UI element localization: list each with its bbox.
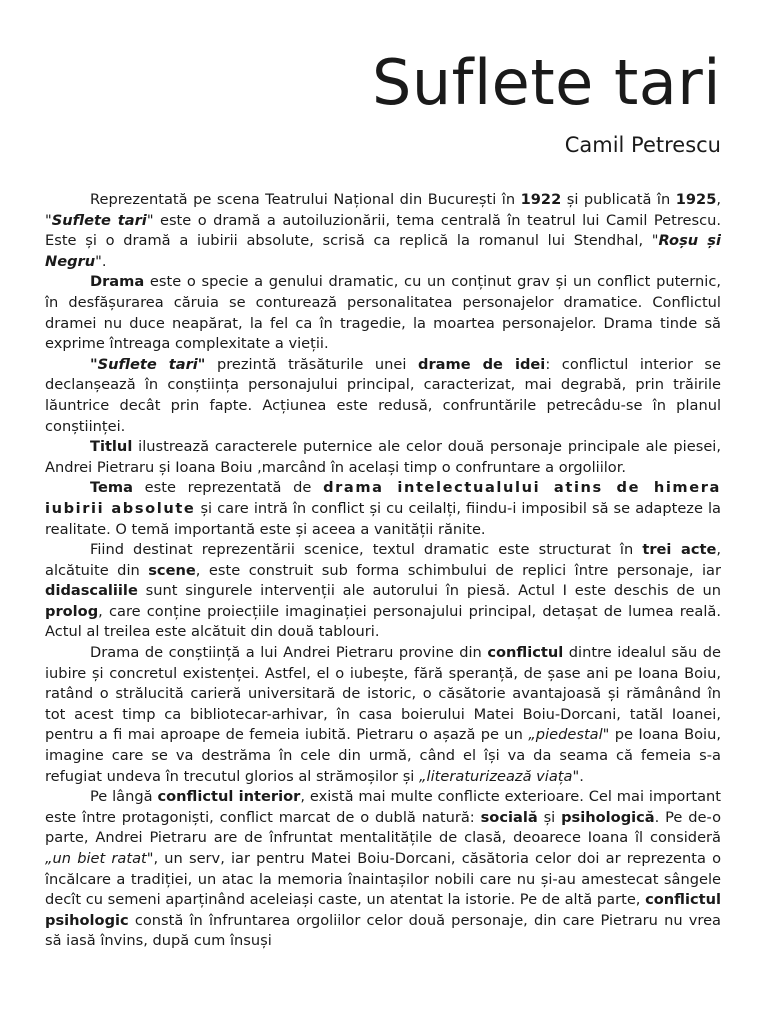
paragraph-text: , care conține proiecțiile imaginației personajului principal, detașat de lumea reală. Actul al treilea este alcătuit din două tablouri. [45, 602, 721, 641]
paragraph-text: conflictul [487, 644, 564, 662]
paragraph-text: "Suflete tari" [90, 355, 206, 373]
paragraph-text: ". [95, 252, 107, 270]
paragraph-text: . Pe de-o parte, Andrei Pietraru are de înfruntat mentalitățile de clasă, deoarece Ioana îl consideră [45, 808, 721, 847]
paragraph-text: este reprezentată de [132, 479, 324, 497]
paragraph-text: 1925 [675, 191, 717, 208]
paragraph-text: Fiind destinat reprezentării scenice, textul dramatic este structurat în [90, 541, 643, 559]
paragraph-text: constă în înfruntarea orgoliilor celor două personaje, din care Pietraru nu vrea să iasă învins, după cum însuși [45, 911, 721, 950]
paragraph-text: este o specie a genului dramatic, cu un conținut grav și un conflict puternic, în desfășurarea căruia se conturează personalitatea personajelor dramatice. Conflictul dramei nu duce neapărat, la fel ca în tragedie, la moartea personajelor. Drama tinde să exprime întreaga complexitate a vieții. [45, 273, 721, 353]
paragraph-text: prezintă trăsăturile unei [205, 355, 419, 373]
paragraph [45, 190, 721, 272]
paragraph-text: conflictul interior [157, 788, 301, 806]
paragraph-text: „un biet ratat" [45, 850, 154, 867]
paragraph [45, 437, 721, 478]
paragraph [45, 643, 721, 787]
paragraph-text: , este construit sub forma schimbului de replici între personaje, iar [195, 561, 721, 579]
paragraph-text: 1922 [520, 191, 562, 208]
paragraph [45, 540, 721, 643]
paragraph-text: Reprezentată pe scena Teatrului Național din București în [90, 191, 521, 208]
paragraph-text: „piedestal" [528, 726, 610, 744]
paragraph-text: prolog [45, 602, 99, 620]
paragraph-text: scene [148, 561, 196, 579]
paragraph-text: socială [480, 808, 538, 826]
paragraph [45, 355, 721, 437]
paragraph-text: pe Ioana Boiu, imagine care se va destrăma în cele din urmă, când el își va da seama că femeia s-a refugiat undeva în trecutul glorios al strămoșilor și [45, 726, 721, 785]
paragraph-text: și [537, 808, 562, 826]
paragraph-text: : conflictul interior se declanșează în conștiința personajului principal, caracterizat, mai degrabă, prin trăirile lăuntrice decât prin fapte. Acțiunea este redusă, confruntările petrecâdu-se în planul conștiinței. [45, 355, 721, 435]
paragraph-text: Titlul [90, 438, 133, 456]
paragraph-text: drama intelectualului atins de himera iubirii absolute [45, 479, 721, 517]
paragraph-text: ilustrează caracterele puternice ale celor două personaje principale ale piesei, Andrei Pietraru și Ioana Boiu ,marcând în același timp o confruntare a orgoliilor. [45, 438, 721, 476]
paragraph-text: dintre idealul său de iubire și concretul existenței. Astfel, el o iubește, fără speranță, de șase ani pe Ioana Boiu, ratând o strălucită carieră universitară de istoric, o căsătorie avantajoasă și rămânând în tot acest timp ca bibliotecar-arhivar, în casa boierului Matei Boiu-Dorcani, tatăl Ioanei, pentru a fi mai aproape de femeia iubită. Pietraru o așază pe un [45, 644, 721, 744]
document-title: Suflete tari [371, 46, 721, 119]
paragraph-text: Tema [90, 479, 133, 497]
paragraph-text: Drama [90, 273, 145, 291]
paragraph-text: Roșu și Negru [45, 232, 721, 270]
paragraph-text: , alcătuite din [45, 541, 721, 579]
paragraph-text: Drama de conștiință a lui Andrei Pietraru provine din [90, 644, 488, 662]
paragraph-text: psihologică [561, 808, 655, 826]
paragraph-text: didascaliile [45, 582, 138, 600]
paragraph [45, 272, 721, 354]
paragraph-text: conflictul psihologic [45, 891, 721, 929]
paragraph [45, 787, 721, 952]
paragraph-text: . [579, 767, 584, 785]
paragraph-text: drame de idei [418, 355, 546, 373]
document-page [45, 0, 721, 1024]
paragraph-text: Pe lângă [90, 788, 158, 806]
paragraph-text: Suflete tari [51, 211, 147, 229]
paragraph-text: „literaturizează viața" [419, 767, 580, 785]
paragraph-text: trei acte [642, 541, 717, 559]
paragraph [45, 478, 721, 540]
document-body [45, 190, 721, 952]
paragraph-text: sunt singurele intervenții ale autorului în piesă. Actul I este deschis de un [137, 582, 721, 600]
paragraph-text: " este o dramă a autoiluzionării, tema centrală în teatrul lui Camil Petrescu. Este și o dramă a iubirii absolute, scrisă ca replică la romanul lui Stendhal, " [45, 211, 721, 250]
paragraph-text: , " [45, 191, 721, 229]
paragraph-text: , există mai multe conflicte exterioare. Cel mai important este între protagoniști, conflict marcat de o dublă natură: [45, 788, 721, 826]
paragraph-text: și care intră în conflict și cu ceilalți, fiindu-i imposibil să se adapteze la realitate. O temă importantă este și aceea a vanității rănite. [45, 499, 721, 538]
paragraph-text: , un serv, iar pentru Matei Boiu-Dorcani, căsătoria celor doi ar reprezenta o încălcare a tradiției, un atac la memoria înaintașilor nobili care nu și-au amestecat sângele decît cu semeni aparținând aceleiași caste, un atentat la istorie. Pe de altă parte, [45, 850, 721, 909]
paragraph-text: și publicată în [561, 191, 676, 208]
document-author: Camil Petrescu [564, 133, 721, 157]
